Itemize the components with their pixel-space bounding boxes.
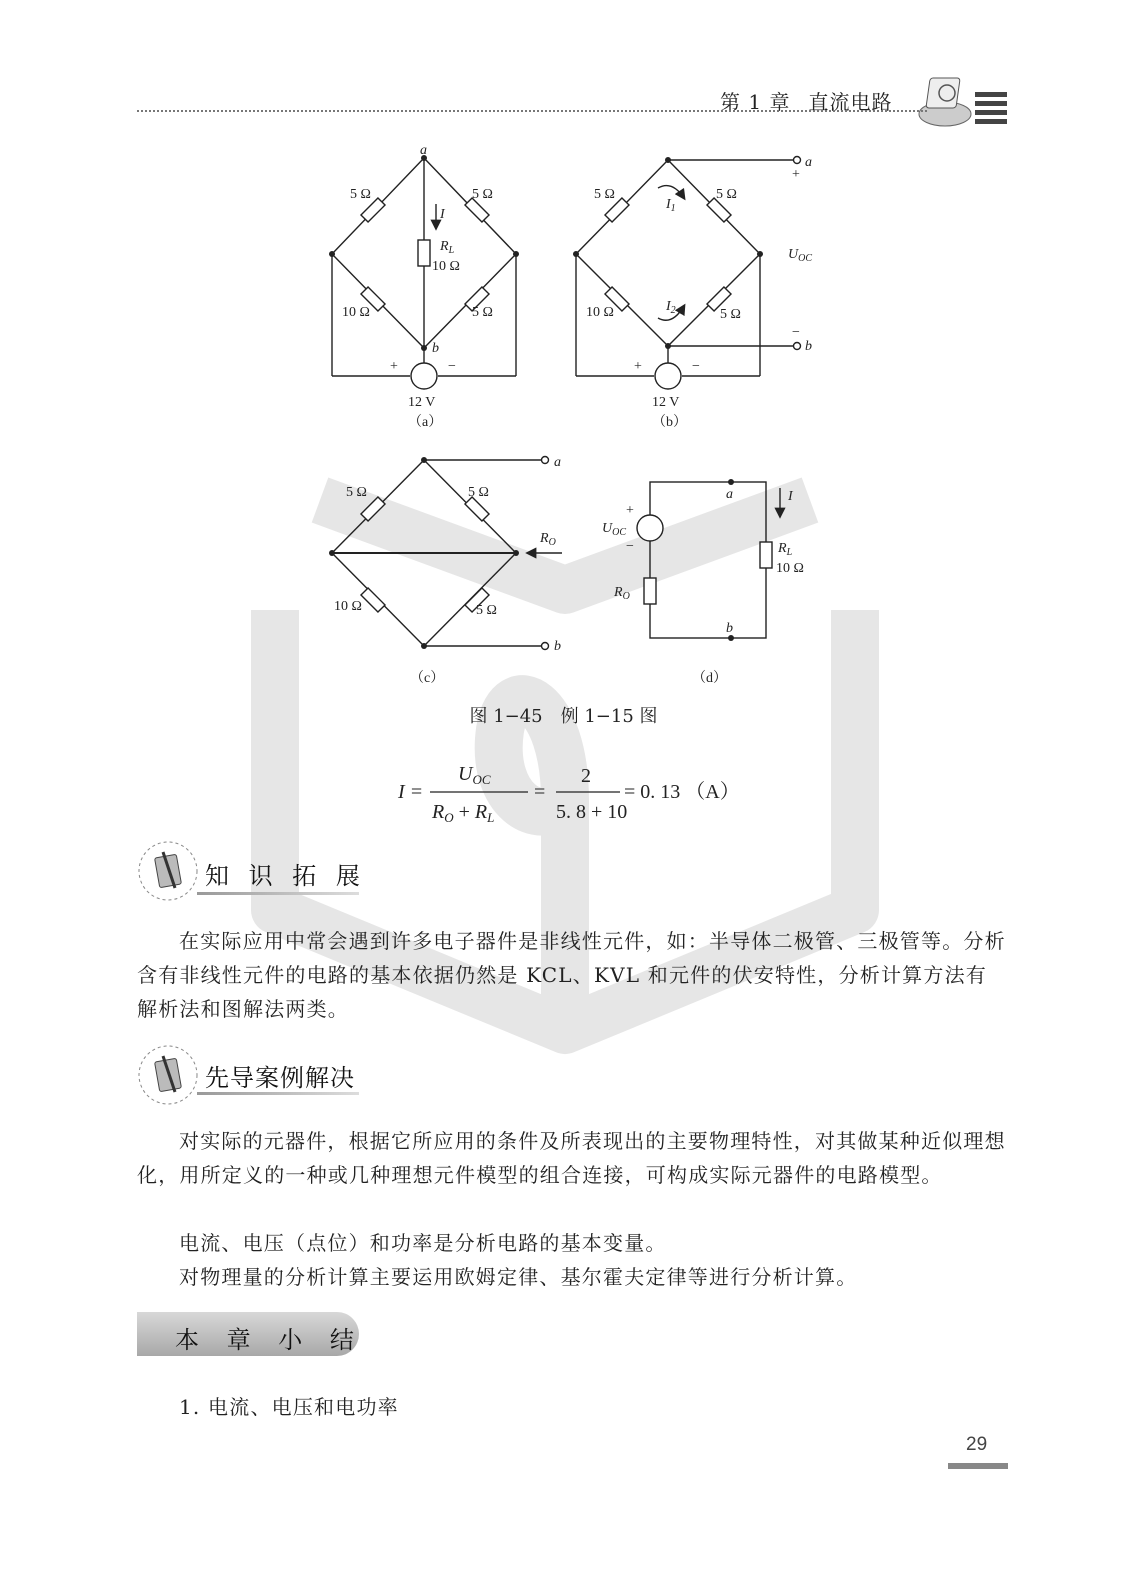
d-uoc: $U_{OC}$ bbox=[602, 521, 627, 538]
d-node-a: a bbox=[726, 487, 733, 502]
b-minus-bot: − bbox=[792, 325, 800, 340]
formula bbox=[380, 752, 760, 832]
c-ro: $R_O$ bbox=[540, 531, 556, 548]
a-rl: $R_L$ bbox=[440, 239, 455, 256]
c-r-bl: 10 Ω bbox=[334, 599, 362, 614]
b-term-a: a bbox=[805, 155, 812, 170]
case-rule bbox=[197, 1092, 359, 1095]
a-source: 12 V bbox=[408, 395, 436, 410]
laptop-icon bbox=[915, 72, 975, 132]
knowledge-text: 在实际应用中常会遇到许多电子器件是非线性元件，如：半导体二极管、三极管等。分析含有非线性元件的电路的基本依据仍然是 KCL、KVL 和元件的伏安特性，分析计算方法有解析法和图解法两类。 bbox=[137, 929, 1006, 1021]
formula-den2: 5. 8 + 10 bbox=[556, 801, 628, 823]
a-subcaption: （a） bbox=[408, 415, 443, 430]
b-uoc: $U_{OC}$ bbox=[788, 247, 813, 264]
b-minus: − bbox=[692, 359, 700, 374]
c-term-a: a bbox=[554, 455, 561, 470]
d-current: I bbox=[788, 489, 793, 504]
case-p3: 对物理量的分析计算主要运用欧姆定律、基尔霍夫定律等进行分析计算。 bbox=[179, 1265, 858, 1289]
d-node-b: b bbox=[726, 621, 733, 636]
a-r-bl: 10 Ω bbox=[342, 305, 370, 320]
c-r-tl: 5 Ω bbox=[346, 485, 367, 500]
d-ro: $R_O$ bbox=[614, 585, 630, 602]
knowledge-rule bbox=[197, 892, 359, 895]
d-rl-val: 10 Ω bbox=[776, 561, 804, 576]
formula-num1: $U_{OC}$ bbox=[458, 763, 491, 787]
chapter-title: 直流电路 bbox=[808, 90, 893, 114]
case-p2: 电流、电压（点位）和功率是分析电路的基本变量。 bbox=[179, 1231, 667, 1255]
d-subcaption: （d） bbox=[692, 671, 727, 686]
c-subcaption: （c） bbox=[410, 671, 445, 686]
summary-item-1: 1. 电流、电压和电功率 bbox=[179, 1395, 399, 1419]
a-r-br: 5 Ω bbox=[472, 305, 493, 320]
chapter-number: 第 1 章 bbox=[720, 90, 791, 114]
b-plus: + bbox=[634, 359, 642, 374]
b-r-bl: 10 Ω bbox=[586, 305, 614, 320]
b-r-br: 5 Ω bbox=[720, 307, 741, 322]
header-stripes bbox=[975, 92, 1007, 128]
b-r-tr: 5 Ω bbox=[716, 187, 737, 202]
page-number-bar bbox=[948, 1463, 1008, 1469]
b-plus-top: + bbox=[792, 167, 800, 182]
header-rule bbox=[137, 110, 927, 112]
a-rl-val: 10 Ω bbox=[432, 259, 460, 274]
case-title: 先导案例解决 bbox=[205, 1064, 355, 1092]
a-r-tr: 5 Ω bbox=[472, 187, 493, 202]
a-node-b: b bbox=[432, 341, 439, 356]
formula-eq: = bbox=[534, 781, 546, 803]
pencil-book-icon bbox=[137, 840, 199, 902]
circuit-figure bbox=[300, 140, 860, 700]
b-subcaption: （b） bbox=[652, 415, 687, 430]
figure-caption: 图 1−45 例 1−15 图 bbox=[469, 706, 658, 727]
formula-lhs: I = bbox=[398, 781, 424, 803]
page-number: 29 bbox=[966, 1434, 988, 1455]
b-source: 12 V bbox=[652, 395, 680, 410]
a-r-tl: 5 Ω bbox=[350, 187, 371, 202]
c-term-b: b bbox=[554, 639, 561, 654]
d-rl: $R_L$ bbox=[778, 541, 793, 558]
c-r-br: 5 Ω bbox=[476, 603, 497, 618]
a-node-a: a bbox=[420, 143, 427, 158]
summary-title: 本 章 小 结 bbox=[175, 1326, 364, 1354]
a-current: I bbox=[440, 207, 445, 222]
formula-den1: $R_O + R_L$ bbox=[432, 801, 495, 825]
knowledge-title: 知 识 拓 展 bbox=[205, 862, 366, 890]
b-r-tl: 5 Ω bbox=[594, 187, 615, 202]
b-i1: $I_1$ bbox=[666, 197, 676, 214]
case-p1: 对实际的元器件，根据它所应用的条件及所表现出的主要物理特性，对其做某种近似理想化，用所定义的一种或几种理想元件模型的组合连接，可构成实际元器件的电路模型。 bbox=[137, 1129, 1006, 1187]
c-r-tr: 5 Ω bbox=[468, 485, 489, 500]
circuit-d bbox=[637, 482, 780, 638]
a-plus: + bbox=[390, 359, 398, 374]
d-plus: + bbox=[626, 503, 634, 518]
pencil-book-icon-2 bbox=[137, 1044, 199, 1106]
formula-num2: 2 bbox=[581, 765, 591, 787]
d-minus: − bbox=[626, 539, 634, 554]
b-term-b: b bbox=[805, 339, 812, 354]
formula-result: = 0. 13 （A） bbox=[624, 781, 740, 803]
a-minus: − bbox=[448, 359, 456, 374]
b-i2: $I_2$ bbox=[666, 299, 676, 316]
